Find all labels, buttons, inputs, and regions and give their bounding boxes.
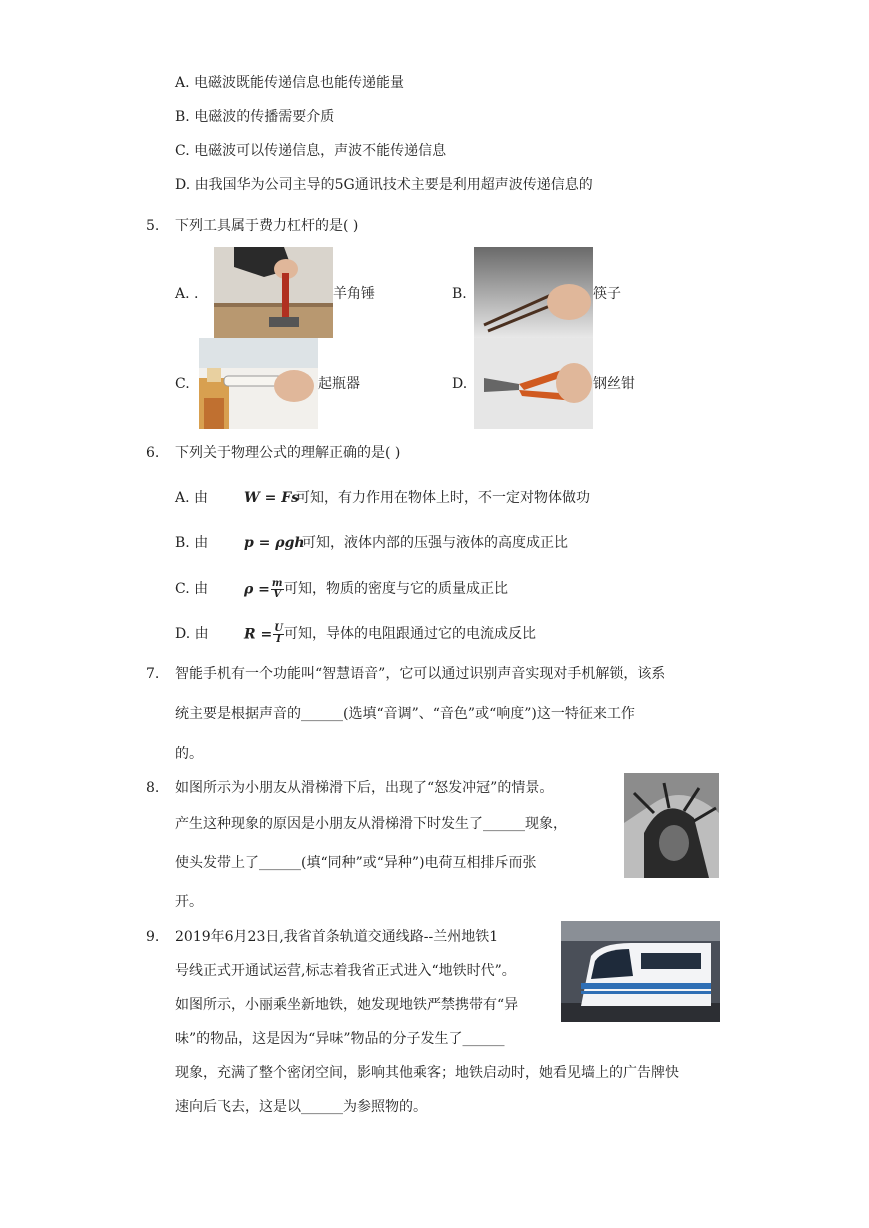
- q6-option-c-numerator: m: [271, 578, 283, 589]
- q6-option-b-text: 可知，液体内部的压强与液体的高度成正比: [302, 535, 568, 551]
- q6-option-c-text: 可知，物质的密度与它的质量成正比: [284, 581, 508, 597]
- q9-line1: 2019年6月23日,我省首条轨道交通线路--兰州地铁1: [175, 929, 499, 945]
- q6-option-c-lhs: ρ =: [244, 581, 270, 598]
- q9-line3: 如图所示，小丽乘坐新地铁，她发现地铁严禁携带有“异: [175, 997, 519, 1013]
- pliers-photo-icon: [474, 338, 593, 429]
- q5-option-c-letter: C.: [175, 376, 190, 392]
- q5-stem: 下列工具属于费力杠杆的是( ): [175, 218, 359, 234]
- q9-line4: 味”的物品，这是因为“异味”物品的分子发生了______: [175, 1031, 505, 1047]
- q8-line4: 开。: [175, 894, 203, 910]
- q6-option-a-text: 可知，有力作用在物体上时，不一定对物体做功: [296, 490, 590, 506]
- q7-line3: 的。: [175, 746, 203, 762]
- subway-train-photo-icon: [561, 921, 720, 1022]
- q7-number: 7.: [146, 666, 160, 682]
- q8-number: 8.: [146, 780, 160, 796]
- q6-option-d-prefix: D. 由: [175, 626, 209, 642]
- q6-option-d-text: 可知，导体的电阻跟通过它的电流成反比: [284, 626, 536, 642]
- q6-option-b-formula: p = ρgh: [244, 535, 305, 551]
- chopsticks-photo-icon: [474, 247, 593, 338]
- q6-stem: 下列关于物理公式的理解正确的是( ): [175, 445, 401, 461]
- q7-line1: 智能手机有一个功能叫“智慧语音”，它可以通过识别声音实现对手机解锁，该系: [175, 666, 666, 682]
- q6-option-a-prefix: A. 由: [175, 490, 209, 506]
- q4-option-d: D. 由我国华为公司主导的5G通讯技术主要是利用超声波传递信息的: [175, 177, 593, 193]
- q5-option-a-label: 羊角锤: [333, 286, 375, 302]
- q8-line3: 使头发带上了______(填“同种”或“异种”)电荷互相排斥而张: [175, 855, 537, 871]
- q6-option-c-fraction: [271, 579, 284, 600]
- q5-number: 5.: [146, 218, 160, 234]
- q5-option-c-label: 起瓶器: [318, 376, 360, 392]
- q6-option-d-numerator: U: [274, 623, 283, 634]
- q6-option-c-prefix: C. 由: [175, 581, 209, 597]
- hammer-photo-icon: [214, 247, 333, 338]
- q7-line2: 统主要是根据声音的______(选填“音调”、“音色”或“响度”)这一特征来工作: [175, 706, 635, 722]
- q5-option-d-label: 钢丝钳: [593, 376, 635, 392]
- q6-option-c-denominator: V: [273, 589, 282, 600]
- q9-line6: 速向后飞去，这是以______为参照物的。: [175, 1099, 427, 1115]
- q4-option-b: B. 电磁波的传播需要介质: [175, 109, 335, 125]
- q6-option-a-formula: W = Fs: [244, 490, 300, 506]
- q6-option-d-fraction: [273, 624, 284, 645]
- q4-option-c: C. 电磁波可以传递信息，声波不能传递信息: [175, 143, 447, 159]
- q5-option-d-letter: D.: [452, 376, 468, 392]
- q9-line2: 号线正式开通试运营,标志着我省正式进入“地铁时代”。: [175, 963, 516, 979]
- q6-option-b-prefix: B. 由: [175, 535, 209, 551]
- q5-option-a-letter: A. .: [175, 286, 199, 302]
- q6-option-d-denominator: I: [276, 634, 281, 645]
- q6-option-d-formula: [244, 624, 285, 645]
- q9-line5: 现象，充满了整个密闭空间，影响其他乘客；地铁启动时，她看见墙上的广告牌快: [175, 1065, 679, 1081]
- q8-line2: 产生这种现象的原因是小朋友从滑梯滑下时发生了______现象，: [175, 816, 567, 832]
- q4-option-a: A. 电磁波既能传递信息也能传递能量: [175, 75, 405, 91]
- q6-option-c-formula: [244, 579, 285, 600]
- q5-option-b-label: 筷子: [593, 286, 621, 302]
- q6-option-d-lhs: R =: [244, 626, 273, 643]
- bottle-opener-photo-icon: [199, 338, 318, 429]
- q5-option-b-letter: B.: [452, 286, 467, 302]
- q9-number: 9.: [146, 929, 160, 945]
- q8-line1: 如图所示为小朋友从滑梯滑下后，出现了“怒发冲冠”的情景。: [175, 780, 554, 796]
- hair-photo-icon: [624, 773, 719, 878]
- q6-number: 6.: [146, 445, 160, 461]
